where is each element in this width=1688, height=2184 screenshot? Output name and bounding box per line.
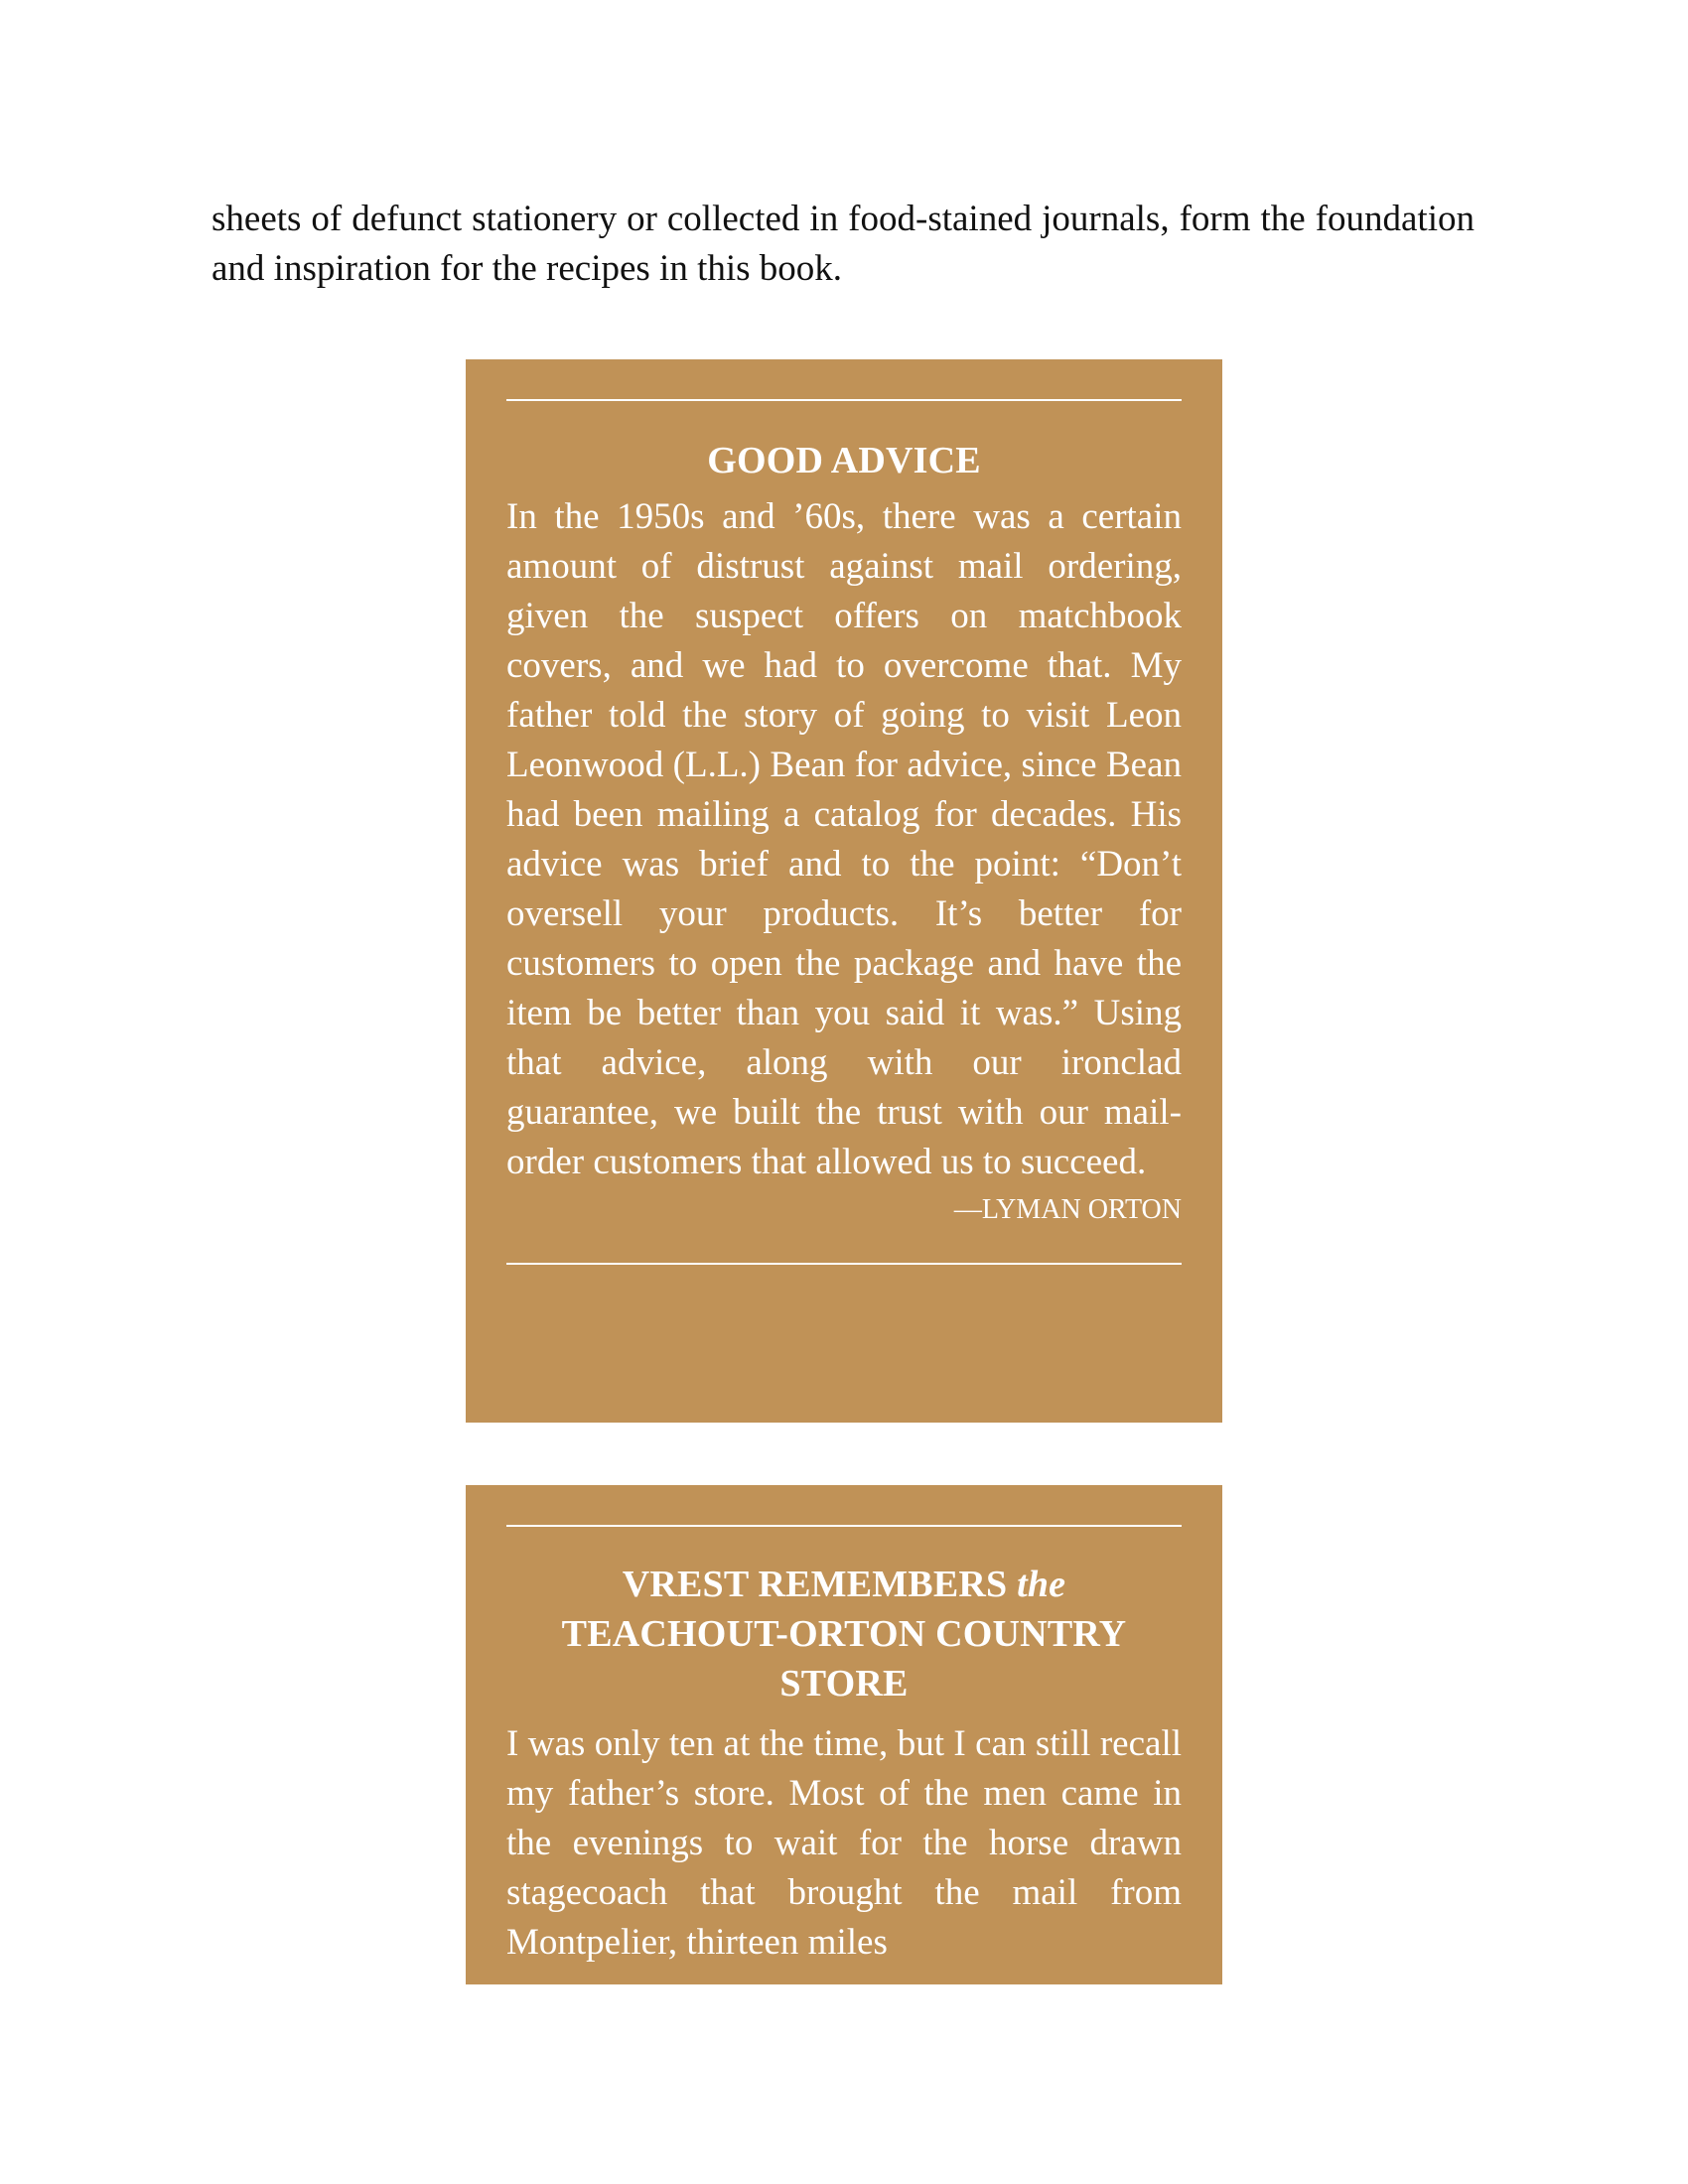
sidebar-body: I was only ten at the time, but I can still recall my father’s store. Most of the men came in the evenings to wait for the horse drawn stagecoach that brought the mail from Montpelier, thirteen miles bbox=[506, 1723, 1182, 1963]
top-rule bbox=[506, 1525, 1182, 1527]
sidebar-title-part1: VREST REMEMBERS bbox=[622, 1564, 1008, 1605]
sidebar-vrest-remembers bbox=[466, 1485, 1222, 1984]
sidebar-title-part2: TEACHOUT-ORTON COUNTRY STORE bbox=[561, 1613, 1127, 1705]
sidebar-title: GOOD ADVICE bbox=[707, 440, 981, 481]
bottom-rule bbox=[506, 1263, 1182, 1265]
top-rule bbox=[506, 399, 1182, 401]
intro-paragraph: sheets of defunct stationery or collected in food-stained journals, form the foundation and inspiration for the recipes in this book. bbox=[211, 199, 1475, 289]
sidebar-good-advice bbox=[466, 359, 1222, 1423]
sidebar-title-connector: the bbox=[1017, 1564, 1066, 1605]
sidebar-title bbox=[506, 1560, 1182, 1708]
sidebar-body: In the 1950s and ’60s, there was a certain amount of distrust against mail ordering, given the suspect offers on matchbook covers, and we had to overcome that. My father told the story of going to visit Leon Leonwood (L.L.) Bean for advice, since Bean had been mailing a catalog for decades. His advice was brief and to the point: “Don’t oversell your products. It’s better for customers to open the package and have the item be better than you said it was.” Using that advice, along with our ironclad guarantee, we built the trust with our mail-order customers that allowed us to succeed. bbox=[506, 496, 1182, 1182]
sidebar-attribution: —LYMAN ORTON bbox=[953, 1194, 1182, 1225]
